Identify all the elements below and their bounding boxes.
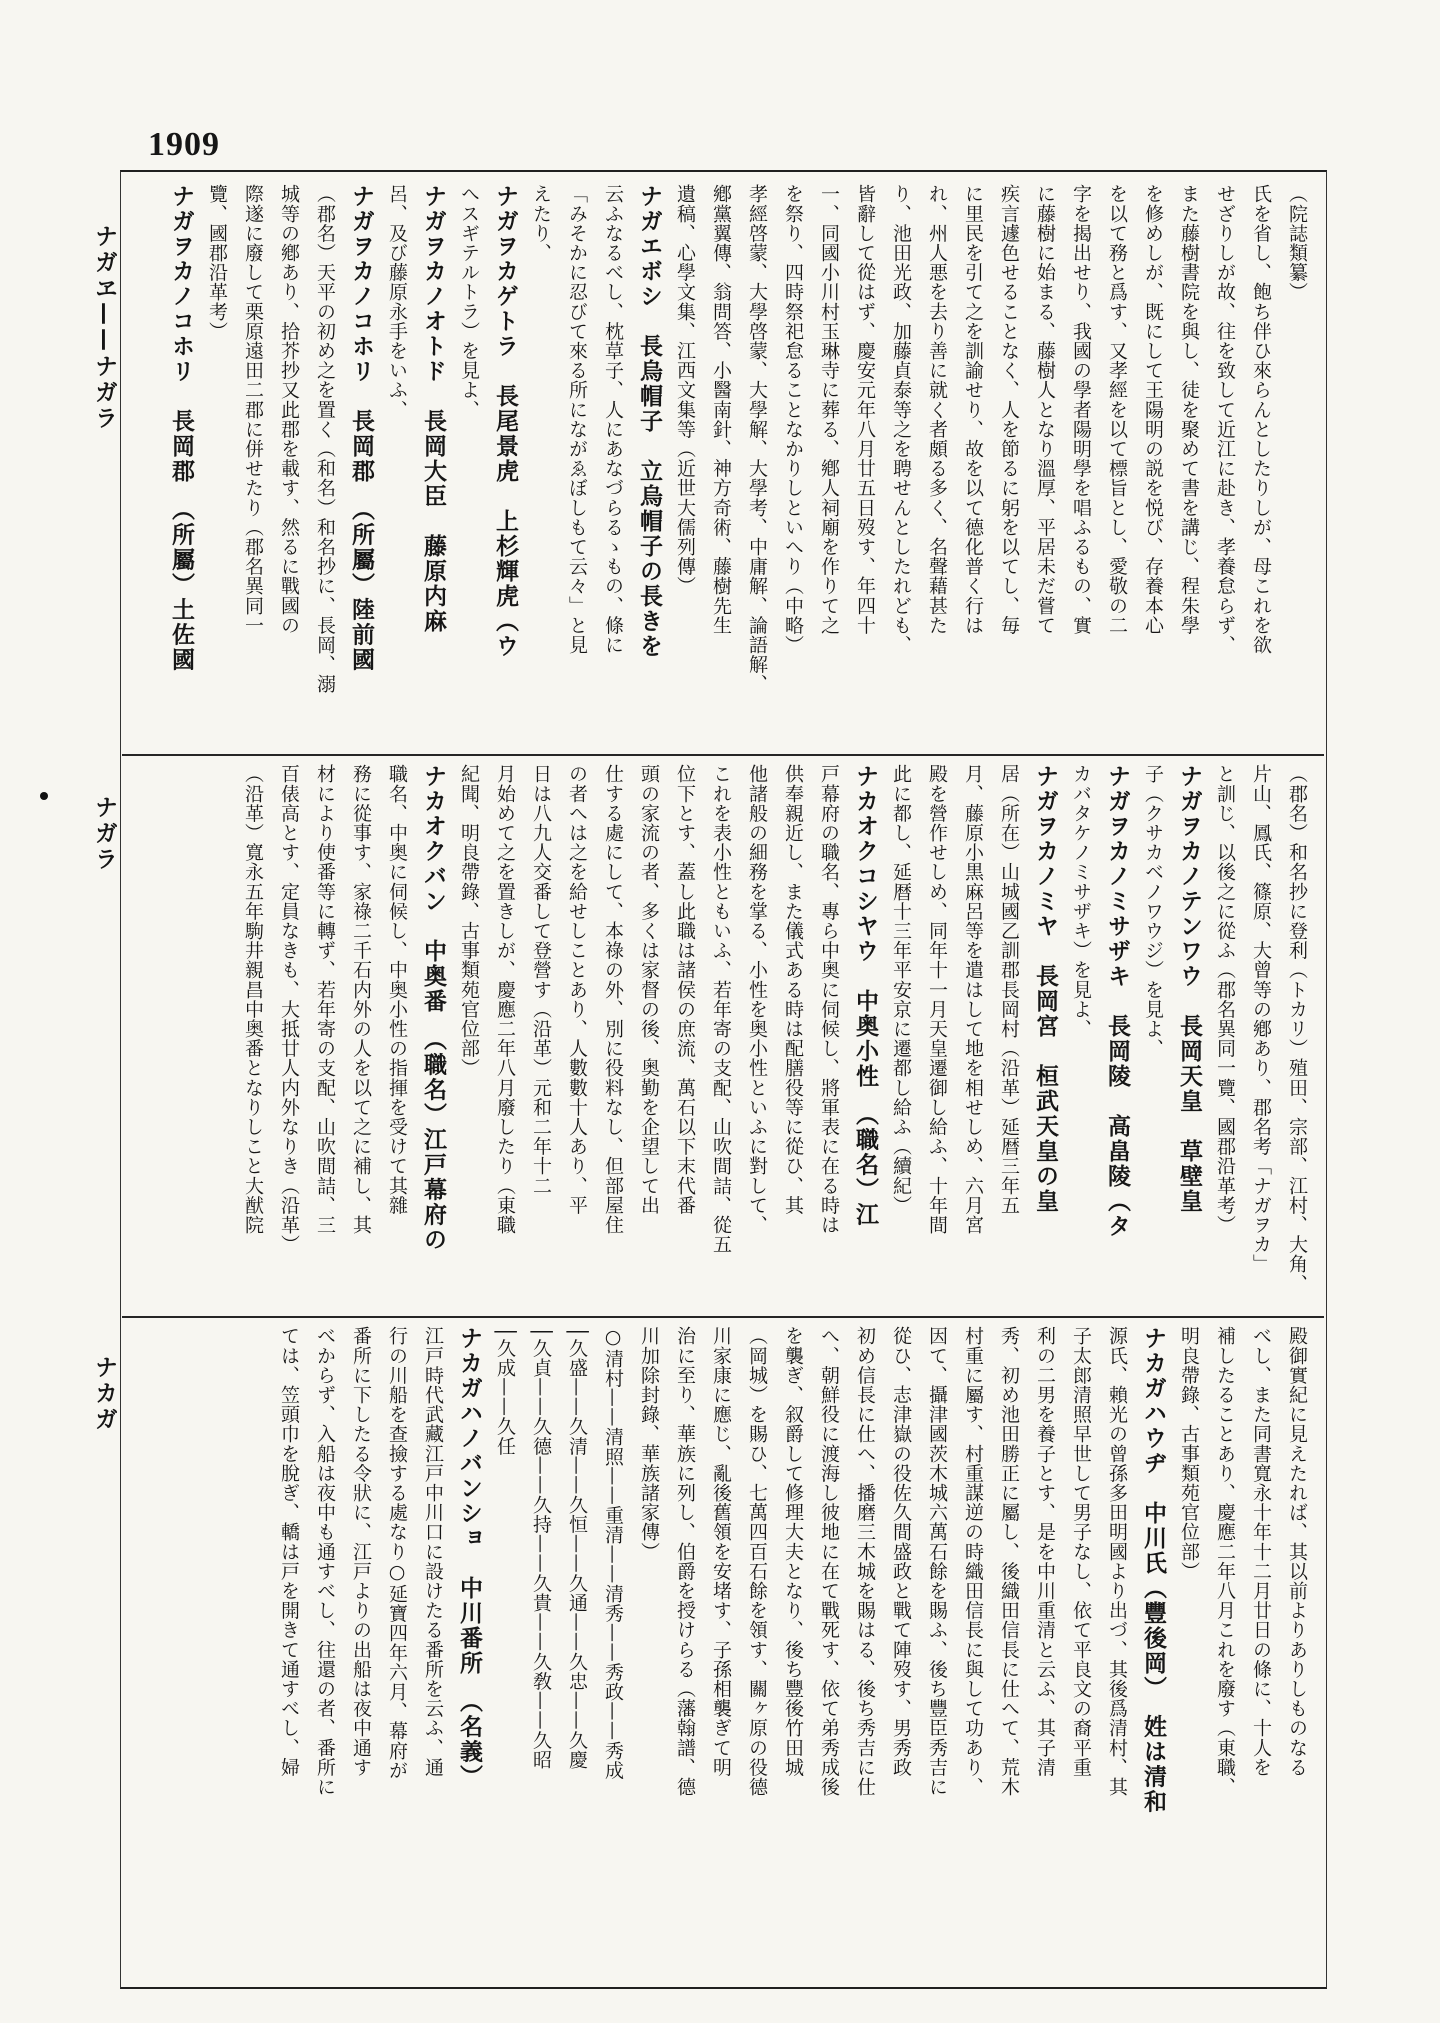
text-column: 仕する處にして、本祿の外、別に役料なし、但部屋住 (602, 764, 624, 1235)
entry-heading: ナカオクバン 中奥番 （職名）江戸幕府の (420, 764, 446, 1253)
genealogy-line: │久貞——久德——久持——久貴——久敎——久昭 (530, 1326, 552, 1770)
entry-heading: ナカオクコシヤウ 中奥小性 （職名）江 (852, 764, 878, 1228)
text-column: へ、朝鮮役に渡海し彼地に在て戰死す、依て弟秀成後 (818, 1326, 840, 1797)
genealogy-line: ○清村——清照——重清——清秀——秀政——秀成 (602, 1326, 624, 1780)
text-column: 戸幕府の職名、專ら中奥に伺候し、將軍表に在る時は (818, 764, 840, 1235)
text-column: 供奉親近し、また儀式ある時は配膳役等に從ひ、其 (782, 764, 804, 1215)
genealogy-line: │久盛——久清——久恒——久通——久忠——久慶 (566, 1326, 588, 1770)
text-column: 覽、國郡沿革考） (206, 184, 228, 341)
text-column: 月、藤原小黒麻呂等を遣はして地を相せしめ、六月宮 (962, 764, 984, 1235)
genealogy-line: │久成——久任 (494, 1326, 516, 1456)
text-column: 他諸般の細務を掌る、小性を奥小性といふに對して、 (746, 764, 768, 1235)
text-column: へスギテルトラ）を見よ、 (458, 184, 480, 420)
index-heading: ナガヱ——ナガラ (91, 224, 117, 432)
section-divider (122, 1316, 1324, 1318)
entry-heading: ナガヲカゲトラ 長尾景虎 上杉輝虎（ウ (492, 184, 518, 659)
margin-dot (40, 792, 48, 800)
text-column: えたり、 (530, 184, 552, 263)
entry-heading: ナガヲカノコホリ 長岡郡 （所屬）陸前國 (348, 184, 374, 673)
text-column: 材により使番等に轉ず、若年寄の支配、山吹間詰、三 (314, 764, 336, 1235)
text-column: 城等の鄕あり、拾芥抄又此郡を載す、然るに戰國の (278, 184, 300, 635)
text-column: 村重に屬す、村重謀逆の時織田信長に與して功あり、 (962, 1326, 984, 1797)
text-column: を祭り、四時祭祀怠ることなかりしといへり（中略） (782, 184, 804, 655)
text-column: （郡名）和名抄に登利（トカリ）殖田、宗部、江村、大角、 (1286, 764, 1308, 1294)
entry-heading: ナガエボシ 長烏帽子 立烏帽子の長きを (636, 184, 662, 659)
text-column: （院誌類纂） (1286, 184, 1308, 302)
text-column: 川家康に應じ、亂後舊領を安堵す、子孫相襲ぎて明 (710, 1326, 732, 1777)
text-column: カバタケノミサザキ）を見よ、 (1070, 764, 1092, 1039)
text-column: これを表小性ともいふ、若年寄の支配、山吹間詰、從五 (710, 764, 732, 1254)
entry-heading: ナガヲカノテンワウ 長岡天皇 草壁皇 (1176, 764, 1202, 1214)
text-column: 明良帶錄、古事類苑官位部） (1178, 1326, 1200, 1581)
text-column: 字を揭出せり、我國の學者陽明學を唱ふるもの、實 (1070, 184, 1092, 635)
text-column: 源氏、賴光の曾孫多田明國より出づ、其後爲清村、其 (1106, 1326, 1128, 1797)
text-column: 頭の家流の者、多くは家督の後、奥勤を企望して出 (638, 764, 660, 1215)
section-middle (140, 758, 1315, 1316)
text-column: 月始めて之を置きしが、慶應二年八月廢したり（東職 (494, 764, 516, 1235)
text-column: ては、笠頭巾を脫ぎ、轎は戸を開きて通すべし、婦 (278, 1326, 300, 1777)
entry-heading: ナガヲカノコホリ 長岡郡 （所屬）土佐國 (168, 184, 194, 673)
text-column: また藤樹書院を與し、徒を聚めて書を講じ、程朱學 (1178, 184, 1200, 635)
entry-heading: ナガヲカノオトド 長岡大臣 藤原内麻 (420, 184, 446, 634)
text-column: 利の二男を養子とす、是を中川重清と云ふ、其子清 (1034, 1326, 1056, 1777)
text-column: 殿御實紀に見えたれば、其以前よりありしものなる (1286, 1326, 1308, 1777)
section-divider (122, 754, 1324, 756)
index-heading: ナカガ (91, 1355, 117, 1433)
text-column: を以て務と爲す、又孝經を以て標旨とし、愛敬の二 (1106, 184, 1128, 635)
text-column: 子（クサカベノワウジ）を見よ、 (1142, 764, 1164, 1058)
text-column: 紀聞、明良帶錄、古事類苑官位部） (458, 764, 480, 1078)
text-column: に里民を引て之を訓諭せり、故を以て德化普く行は (962, 184, 984, 635)
text-column: 此に都し、延暦十三年平安京に遷都し給ふ（續紀） (890, 764, 912, 1215)
text-column: に藤樹に始まる、藤樹人となり溫厚、平居未だ嘗て (1034, 184, 1056, 635)
text-column: 川加除封錄、華族諸家傳） (638, 1326, 660, 1562)
text-column: を修めしが、既にして王陽明の説を悦び、存養本心 (1142, 184, 1164, 635)
text-column: 云ふなるべし、枕草子、人にあなづらるゝもの、條に (602, 184, 624, 655)
text-column: 一、同國小川村玉琳寺に葬る、鄕人祠廟を作りて之 (818, 184, 840, 635)
text-column: べからず、入船は夜中も通すべし、往還の者、番所に (314, 1326, 336, 1797)
text-column: 位下とす、蓋し此職は諸侯の庶流、萬石以下末代番 (674, 764, 696, 1215)
text-column: 治に至り、華族に列し、伯爵を授けらる（藩翰譜、德 (674, 1326, 696, 1797)
text-column: れ、州人悪を去り善に就く者頗る多く、名聲藉甚た (926, 184, 948, 635)
text-column: べし、また同書寬永十年十二月廿日の條に、十人を (1250, 1326, 1272, 1777)
text-column: （郡名）天平の初め之を置く（和名）和名抄に、長岡、溺 (314, 184, 336, 694)
text-column: 百俵高とす、定員なきも、大抵廿人内外なりき（沿革） (278, 764, 300, 1254)
text-column: 因て、攝津國茨木城六萬石餘を賜ふ、後ち豐臣秀吉に (926, 1326, 948, 1797)
text-column: 日は八九人交番して登營す（沿革）元和二年十二 (530, 764, 552, 1196)
entry-heading: ナカガハノバンショ 中川番所 （名義） (456, 1326, 482, 1790)
text-column: せざりしが故、往を致して近江に赴き、孝養怠らず、 (1214, 184, 1236, 655)
text-column: 江戸時代武藏江戸中川口に設けたる番所を云ふ、通 (422, 1326, 444, 1777)
text-column: 殿を營作せしめ、同年十一月天皇遷御し給ふ、十年間 (926, 764, 948, 1235)
entry-heading: ナガヲカノミサザキ 長岡陵 高畠陵（タ (1104, 764, 1130, 1239)
text-column: （沿革）寬永五年駒井親昌中奥番となりしこと大猷院 (242, 764, 264, 1235)
text-column: を襲ぎ、叙爵して修理大夫となり、後ち豐後竹田城 (782, 1326, 804, 1777)
text-column: 番所に下したる令狀に、江戸よりの出船は夜中通す (350, 1326, 372, 1777)
text-column: 初め信長に仕へ、播磨三木城を賜はる、後ち秀吉に仕 (854, 1326, 876, 1797)
text-column: 行の川船を查撿する處なり○延寶四年六月、幕府が (386, 1326, 408, 1780)
text-column: 皆辭して從はず、慶安元年八月廿五日歿す、年四十 (854, 184, 876, 635)
text-column: 孝經啓蒙、大學啓蒙、大學解、大學考、中庸解、論語解、 (746, 184, 768, 694)
text-column: 職名、中奥に伺候し、中奥小性の指揮を受けて其雜 (386, 764, 408, 1215)
text-column: 氏を省し、飽ち伴ひ來らんとしたりしが、母これを欲 (1250, 184, 1272, 655)
text-column: 「みそかに忍びて來る所にながゑぼしもて云々」と見 (566, 184, 588, 655)
section-top (140, 178, 1315, 752)
text-column: と訓じ、以後之に從ふ（郡名異同一覽、國郡沿革考） (1214, 764, 1236, 1235)
text-column: 遺稿、心學文集、江西文集等（近世大儒列傳） (674, 184, 696, 596)
text-column: の者へは之を給せしことあり、人數數十人あり、平 (566, 764, 588, 1215)
text-column: り、池田光政、加藤貞泰等之を聘せんとしたれども、 (890, 184, 912, 655)
index-heading: ナガラ (91, 795, 117, 873)
text-column: 補したることあり、慶應二年八月これを廢す（東職、 (1214, 1326, 1236, 1797)
text-column: 鄕黨翼傳、翁問答、小醫南針、神方奇術、藤樹先生 (710, 184, 732, 635)
text-column: 子太郎清照早世して男子なし、依て平良文の裔平重 (1070, 1326, 1092, 1777)
text-column: 秀、初め池田勝正に屬し、後織田信長に仕へて、荒木 (998, 1326, 1020, 1797)
text-column: 際遂に廢して栗原遠田二郡に併せたり（郡名異同一 (242, 184, 264, 635)
text-column: （岡城）を賜ひ、七萬四百石餘を領す、關ヶ原の役德 (746, 1326, 768, 1797)
text-column: 呂、及び藤原永手をいふ、 (386, 184, 408, 420)
text-column: 從ひ、志津嶽の役佐久間盛政と戰て陣歿す、男秀政 (890, 1326, 912, 1777)
text-column: 務に從事す、家祿二千石内外の人を以て之に補し、其 (350, 764, 372, 1235)
page-number: 1909 (148, 126, 220, 163)
text-column: 疾言遽色せることなく、人を節るに躬を以てし、毎 (998, 184, 1020, 635)
entry-heading: ナカガハウヂ 中川氏（豐後岡） 姓は清和 (1140, 1326, 1166, 1815)
text-column: 片山、鳳氏、篠原、大曾等の鄕あり、郡名考「ナガヲカ」 (1250, 764, 1272, 1274)
section-bottom (140, 1320, 1315, 1982)
entry-heading: ナガヲカノミヤ 長岡宮 桓武天皇の皇 (1032, 764, 1058, 1214)
text-column: 居（所在）山城國乙訓郡長岡村（沿革）延暦三年五 (998, 764, 1020, 1215)
